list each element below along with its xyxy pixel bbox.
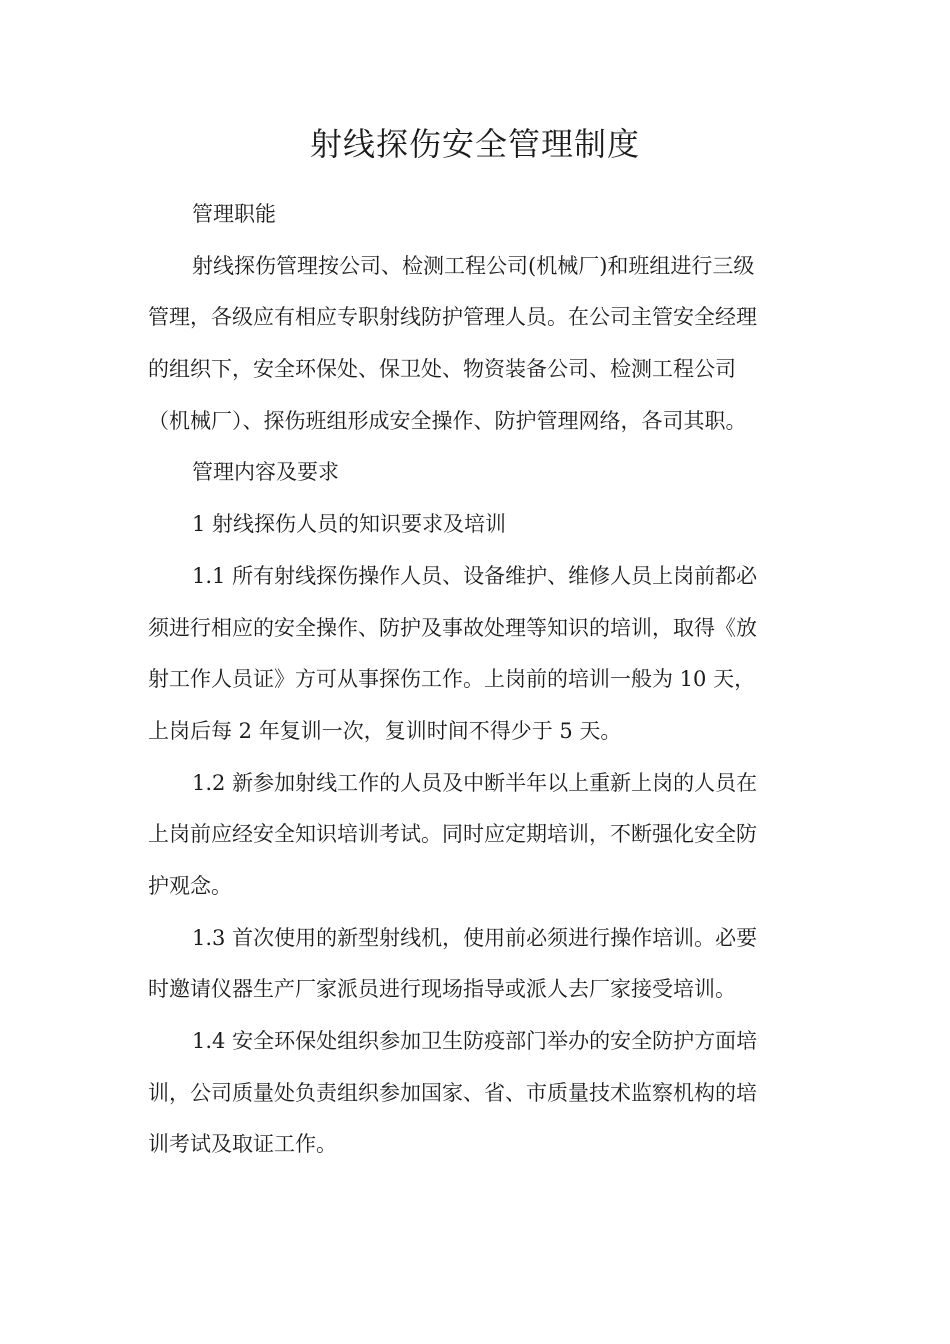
text-line: 管理，各级应有相应专职射线防护管理人员。在公司主管安全经理 (148, 305, 757, 330)
text-line: 1 射线探伤人员的知识要求及培训 (192, 512, 507, 537)
text-line: 时邀请仪器生产厂家派员进行现场指导或派人去厂家接受培训。 (148, 977, 736, 1002)
text-line: 射线探伤管理按公司、检测工程公司(机械厂)和班组进行三级 (192, 253, 755, 278)
text-line: 的组织下，安全环保处、保卫处、物资装备公司、检测工程公司 (148, 357, 736, 382)
text-line: 须进行相应的安全操作、防护及事故处理等知识的培训，取得《放 (148, 615, 757, 640)
text-line: 1.4 安全环保处组织参加卫生防疫部门举办的安全防护方面培 (192, 1029, 758, 1053)
text-line: 护观念。 (148, 873, 232, 898)
text-line: 训考试及取证工作。 (148, 1132, 337, 1157)
text-line: 上岗后每 2 年复训一次，复训时间不得少于 5 天。 (148, 718, 622, 743)
text-line: 1.3 首次使用的新型射线机，使用前必须进行操作培训。必要 (192, 925, 758, 950)
text-line: 训，公司质量处负责组织参加国家、省、市质量技术监察机构的培 (148, 1080, 757, 1105)
text-line: 1.2 新参加射线工作的人员及中断半年以上重新上岗的人员在 (192, 770, 758, 795)
text-line: （机械厂）、探伤班组形成安全操作、防护管理网络，各司其职。 (148, 408, 747, 433)
text-line: 上岗前应经安全知识培训考试。同时应定期培训，不断强化安全防 (148, 822, 757, 847)
text-line: 射工作人员证》方可从事探伤工作。上岗前的培训一般为 10 天， (148, 667, 756, 692)
text-line: 管理职能 (192, 202, 276, 226)
text-line: 1.1 所有射线探伤操作人员、设备维护、维修人员上岗前都必 (192, 563, 758, 588)
text-line: 管理内容及要求 (192, 460, 339, 485)
document-title: 射线探伤安全管理制度 (309, 125, 640, 163)
document-body (148, 194, 800, 1176)
